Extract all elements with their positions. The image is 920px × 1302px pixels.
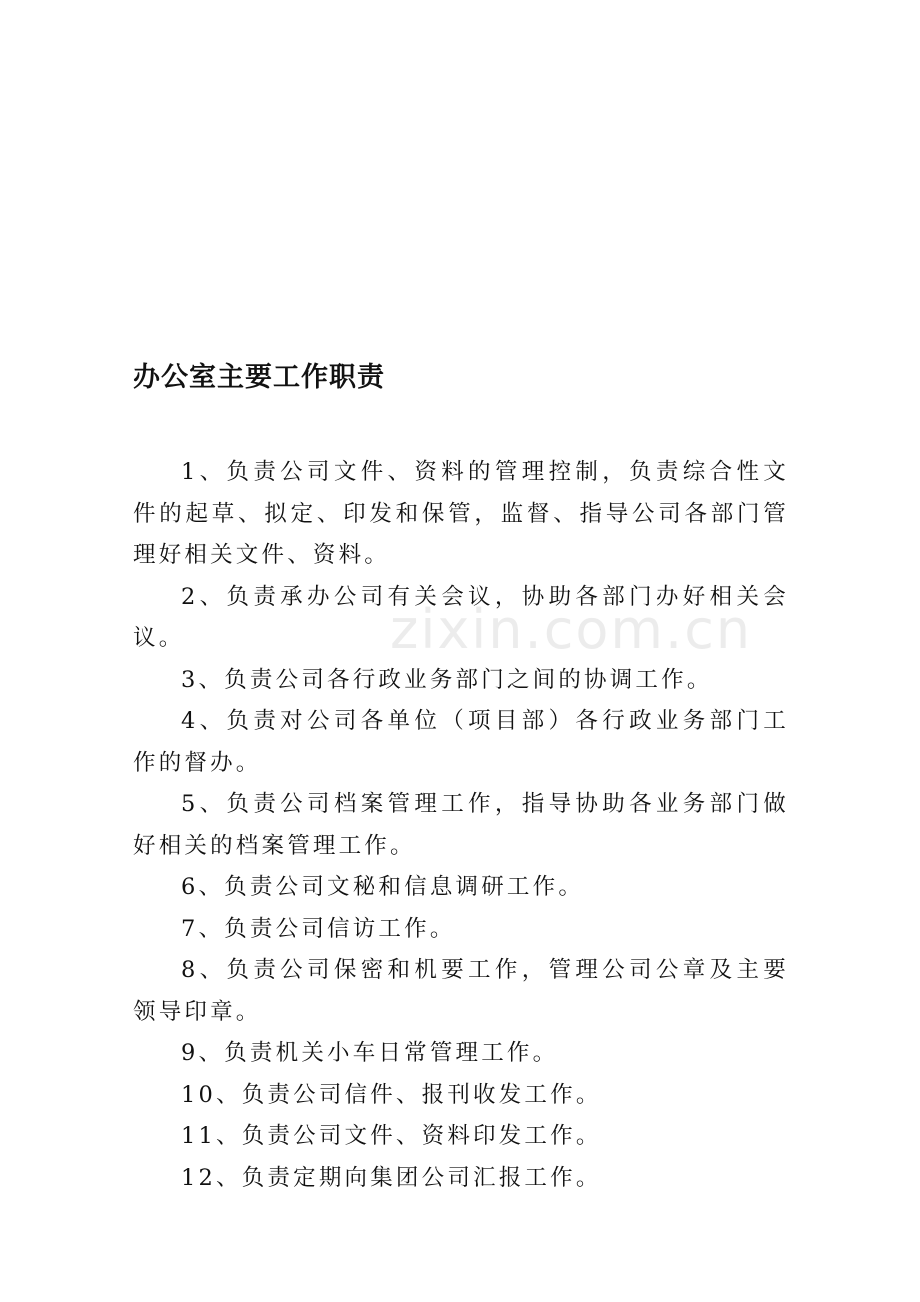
- page-title: 办公室主要工作职责: [133, 362, 385, 393]
- duty-item-1: 1、负责公司文件、资料的管理控制，负责综合性文件的起草、拟定、印发和保管，监督、指导公司各部门管理好相关文件、资料。: [133, 459, 789, 568]
- duty-item-3: 3、负责公司各行政业务部门之间的协调工作。: [181, 666, 713, 693]
- duty-item-6: 6、负责公司文秘和信息调研工作。: [181, 874, 585, 900]
- duty-item-12: 12、负责定期向集团公司汇报工作。: [181, 1164, 602, 1191]
- duty-list: [133, 452, 789, 1199]
- duty-item-4: 4、负责对公司各单位（项目部）各行政业务部门工作的督办。: [133, 708, 789, 776]
- duty-item-8: 8、负责公司保密和机要工作，管理公司公章及主要领导印章。: [133, 957, 789, 1025]
- duty-item-10: 10、负责公司信件、报刊收发工作。: [181, 1081, 602, 1108]
- duty-item-9: 9、负责机关小车日常管理工作。: [181, 1040, 559, 1066]
- duty-item-2: 2、负责承办公司有关会议，协助各部门办好相关会议。: [133, 583, 789, 651]
- duty-item-11: 11、负责公司文件、资料印发工作。: [181, 1123, 602, 1149]
- duty-item-7: 7、负责公司信访工作。: [181, 915, 456, 942]
- duty-item-5: 5、负责公司档案管理工作，指导协助各业务部门做好相关的档案管理工作。: [133, 791, 789, 859]
- watermark: zixin.com.cn: [390, 598, 753, 661]
